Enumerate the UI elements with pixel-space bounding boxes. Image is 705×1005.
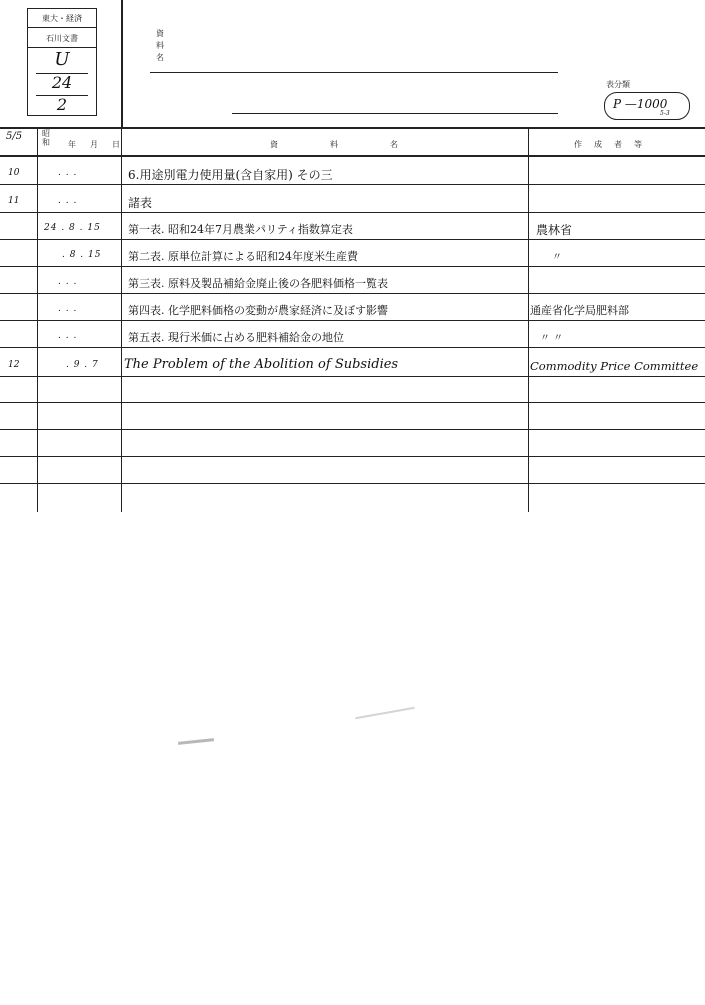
col-year: 年 bbox=[68, 140, 76, 149]
row-date: . 9 . 7 bbox=[66, 360, 99, 370]
row-title: 第三表. 原料及製品補給金廃止後の各肥料価格一覧表 bbox=[128, 277, 388, 290]
row-number: 11 bbox=[8, 196, 20, 206]
row-title: 第四表. 化学肥料価格の変動が農家経済に及ぼす影響 bbox=[128, 304, 388, 317]
row-title: 諸表 bbox=[128, 196, 153, 210]
row-author: 〃 bbox=[552, 252, 562, 263]
row-number: 10 bbox=[8, 168, 20, 178]
col-title: 資料名 bbox=[270, 140, 450, 149]
scan-speck bbox=[178, 738, 214, 745]
col-number: 5/5 bbox=[6, 131, 23, 142]
class-label: 表分類 bbox=[606, 80, 630, 89]
row-date: . . . bbox=[58, 168, 78, 178]
material-label: 資料名 bbox=[156, 29, 164, 62]
row-title: 第二表. 原単位計算による昭和24年度米生産費 bbox=[128, 250, 358, 263]
class-code: P —1000 bbox=[613, 97, 668, 111]
row-title: 第五表. 現行米価に占める肥料補給金の地位 bbox=[128, 331, 344, 344]
row-date: 24 . 8 . 15 bbox=[44, 223, 101, 233]
col-month: 月 bbox=[90, 140, 98, 149]
row-date: . 8 . 15 bbox=[62, 250, 102, 260]
stamp-num1: 24 bbox=[51, 73, 73, 92]
row-date: . . . bbox=[58, 196, 78, 206]
stamp-num2: 2 bbox=[56, 95, 68, 114]
row-date: . . . bbox=[58, 331, 78, 341]
stamp-line2: 石川文書 bbox=[46, 34, 78, 43]
stamp-letter: U bbox=[54, 49, 70, 70]
class-code-box bbox=[604, 92, 690, 120]
row-title: The Problem of the Abolition of Subsidies bbox=[124, 357, 399, 372]
col-author: 作成者等 bbox=[574, 140, 654, 149]
row-author: 〃 〃 bbox=[540, 333, 564, 344]
row-number: 12 bbox=[8, 360, 20, 370]
col-day: 日 bbox=[112, 140, 120, 149]
row-author: 通産省化学局肥料部 bbox=[530, 304, 629, 317]
row-date: . . . bbox=[58, 277, 78, 287]
row-author: Commodity Price Committee bbox=[530, 359, 699, 373]
col-era: 昭和 bbox=[42, 129, 50, 147]
row-author: 農林省 bbox=[536, 223, 573, 237]
class-sub: 5-3 bbox=[660, 110, 670, 117]
row-title: 第一表. 昭和24年7月農業パリティ指数算定表 bbox=[128, 223, 353, 236]
scan-speck bbox=[355, 707, 414, 719]
stamp-line1: 東大・経済 bbox=[42, 14, 82, 23]
archive-stamp bbox=[27, 8, 97, 116]
row-date: . . . bbox=[58, 304, 78, 314]
row-title: 6.用途別電力使用量(含自家用) その三 bbox=[128, 168, 333, 182]
